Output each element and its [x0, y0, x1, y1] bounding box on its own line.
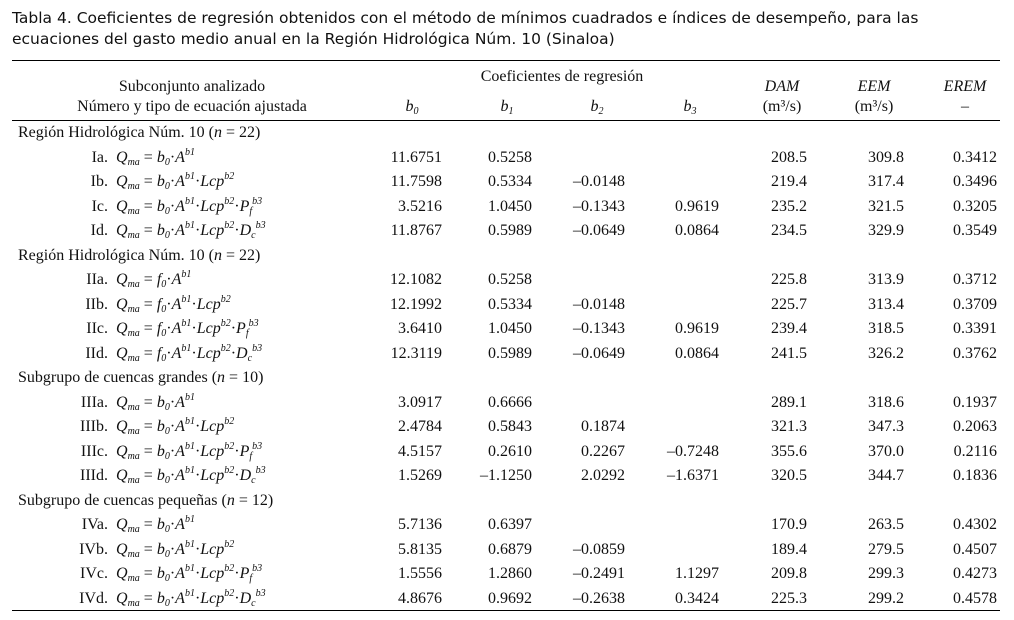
- equation-cell: [116, 295, 231, 315]
- cell-b2: –0.0148: [573, 173, 625, 190]
- coef-symbol: f: [156, 320, 162, 337]
- cell-b3: –1.6371: [667, 467, 719, 484]
- cell-b1: 1.2860: [488, 565, 532, 582]
- cell-b2: –0.0859: [573, 540, 625, 558]
- equation-cell: [116, 564, 262, 584]
- equation: $Q_{ma} = b_0\cdot A^{b1}\cdot Lcp^{b2}$: [116, 416, 235, 437]
- cell-erem: 0.3205: [953, 197, 997, 215]
- coef-symbol: b: [156, 589, 165, 607]
- cell-b0: 11.8767: [390, 222, 442, 239]
- cell-b2: –0.0649: [573, 344, 625, 362]
- cell-b2: –0.0148: [573, 295, 625, 313]
- equation-cell: [116, 221, 266, 241]
- coef-symbol: b: [156, 467, 165, 484]
- equation: $Q_{ma} = f_0\cdot A^{b1}\cdot Lcp^{b2}$: [116, 293, 231, 315]
- table-row: [12, 540, 1000, 560]
- header-b0: $b_0$: [405, 98, 419, 117]
- cell-erem: 0.3549: [953, 222, 997, 239]
- cell-b3: –0.7248: [667, 442, 719, 460]
- cell-b0: 4.8676: [398, 589, 442, 607]
- cell-erem: 0.3412: [953, 148, 997, 166]
- cell-b2: –0.2638: [573, 589, 625, 607]
- cell-b2: –0.0649: [573, 222, 625, 239]
- row-id: IIc.: [86, 320, 108, 337]
- header-dam: DAM: [764, 78, 800, 95]
- cell-b0: 3.6410: [398, 320, 442, 337]
- cell-eem: 299.3: [868, 565, 904, 582]
- cell-b3: 0.3424: [675, 589, 719, 607]
- coef-symbol: b: [156, 173, 165, 190]
- cell-b1: 0.9692: [488, 589, 532, 607]
- equation: $Q_{ma} = f_0\cdot A^{b1}\cdot Lcp^{b2}\cdot D_c^{b3}$: [116, 342, 263, 364]
- cell-dam: 321.3: [771, 418, 807, 435]
- cell-dam: 234.5: [771, 222, 807, 239]
- row-id: Id.: [90, 222, 108, 239]
- equation-cell: [116, 197, 262, 217]
- cell-erem: 0.1937: [953, 393, 997, 411]
- cell-erem: 0.3762: [953, 344, 997, 362]
- coef-symbol: b: [156, 222, 165, 239]
- cell-erem: 0.3391: [953, 320, 997, 337]
- coef-symbol: b: [156, 540, 165, 558]
- cell-erem: 0.4273: [953, 565, 997, 582]
- cell-dam: 239.4: [771, 320, 807, 337]
- row-id: Ib.: [90, 173, 108, 190]
- header-b3: $b_3$: [683, 98, 697, 117]
- cell-b3: 0.0864: [675, 222, 719, 239]
- cell-eem: 370.0: [868, 442, 904, 460]
- cell-b0: 5.8135: [398, 540, 442, 558]
- cell-dam: 225.3: [771, 589, 807, 607]
- cell-b1: 0.5258: [488, 148, 532, 166]
- equation: $Q_{ma} = b_0\cdot A^{b1}\cdot Lcp^{b2}\cdot D_c^{b3}$: [116, 465, 266, 486]
- cell-b2: 0.1874: [581, 418, 625, 435]
- row-id: IIIc.: [80, 442, 108, 460]
- cell-b1: –1.1250: [480, 467, 532, 484]
- equation: $Q_{ma} = b_0\cdot A^{b1}\cdot Lcp^{b2}\cdot D_c^{b3}$: [116, 220, 266, 241]
- row-id: Ic.: [91, 197, 108, 215]
- cell-b1: 0.6879: [488, 540, 532, 558]
- cell-erem: 0.2116: [953, 442, 997, 460]
- section-title: Subgrupo de cuencas pequeñas (n = 12): [18, 491, 274, 509]
- cell-b1: 0.5334: [488, 173, 532, 190]
- cell-b0: 11.6751: [390, 148, 442, 166]
- header-b2: $b_2$: [590, 98, 604, 117]
- coef-symbol: f: [156, 295, 162, 313]
- equation-cell: [116, 515, 195, 535]
- equation-cell: [116, 466, 266, 486]
- equation: $Q_{ma} = b_0\cdot A^{b1}\cdot Lcp^{b2}$: [116, 538, 235, 560]
- cell-b0: 12.3119: [390, 344, 442, 362]
- cell-dam: 241.5: [771, 344, 807, 362]
- equation: $Q_{ma} = b_0\cdot A^{b1}\cdot Lcp^{b2}$: [116, 171, 235, 192]
- cell-eem: 313.9: [868, 271, 904, 288]
- cell-b1: 0.5989: [488, 222, 532, 239]
- equation-cell: [116, 319, 259, 339]
- cell-b3: 0.0864: [675, 344, 719, 362]
- cell-dam: 219.4: [771, 173, 807, 190]
- equation: $Q_{ma} = f_0\cdot A^{b1}\cdot Lcp^{b2}\cdot P_f^{b3}$: [116, 318, 259, 339]
- cell-b1: 0.2610: [488, 442, 532, 460]
- cell-b1: 0.5843: [488, 418, 532, 435]
- top-rule: [12, 60, 1000, 61]
- header-b1: $b_1$: [500, 98, 514, 117]
- cell-b0: 12.1082: [390, 271, 442, 288]
- cell-eem: 318.5: [868, 320, 904, 337]
- coef-symbol: b: [156, 393, 165, 411]
- section-title: Subgrupo de cuencas grandes (n = 10): [18, 369, 264, 386]
- cell-b1: 1.0450: [488, 320, 532, 337]
- table-row: [12, 295, 1000, 315]
- header-coef-group: Coeficientes de regresión: [480, 68, 644, 85]
- cell-eem: 313.4: [868, 295, 904, 313]
- cell-eem: 309.8: [868, 148, 904, 166]
- cell-eem: 279.5: [868, 540, 904, 558]
- section-title: Región Hidrológica Núm. 10 (n = 22): [18, 124, 261, 141]
- cell-b2: 0.2267: [581, 442, 625, 460]
- row-id: IVc.: [80, 565, 108, 582]
- equation-cell: [116, 540, 234, 560]
- header-eem: EEM: [857, 78, 891, 95]
- equation-cell: [116, 589, 266, 609]
- table-row: [12, 393, 1000, 413]
- cell-dam: 320.5: [771, 467, 807, 484]
- cell-b1: 0.5334: [488, 295, 532, 313]
- equation: $Q_{ma} = f_0\cdot A^{b1}$: [116, 269, 192, 290]
- equation-cell: [116, 148, 195, 168]
- cell-erem: 0.4302: [953, 516, 997, 533]
- cell-erem: 0.4578: [953, 589, 997, 607]
- cell-dam: 225.8: [771, 271, 807, 288]
- equation-cell: [116, 270, 191, 290]
- cell-eem: 347.3: [868, 418, 904, 435]
- equation: $Q_{ma} = b_0\cdot A^{b1}\cdot Lcp^{b2}\cdot P_f^{b3}$: [116, 195, 263, 217]
- cell-erem: 0.1836: [953, 467, 997, 484]
- coef-symbol: b: [156, 442, 165, 460]
- cell-b0: 5.7136: [398, 516, 442, 533]
- row-id: IIb.: [85, 295, 108, 313]
- table-row: [12, 172, 1000, 192]
- row-id: IVb.: [79, 540, 108, 558]
- cell-eem: 317.4: [868, 173, 904, 190]
- cell-b3: 0.9619: [675, 320, 719, 337]
- cell-b0: 11.7598: [390, 173, 442, 190]
- table-row: [12, 589, 1000, 609]
- header-dam-unit: (m³/s): [762, 98, 802, 115]
- cell-b0: 12.1992: [390, 295, 442, 313]
- cell-b0: 1.5556: [398, 565, 442, 582]
- header-erem: EREM: [943, 78, 987, 95]
- coef-symbol: b: [156, 148, 165, 166]
- header-subset-line2: Número y tipo de ecuación ajustada: [77, 98, 307, 115]
- cell-dam: 209.8: [771, 565, 807, 582]
- cell-b1: 0.6666: [488, 393, 532, 411]
- row-id: IIIa.: [80, 393, 108, 411]
- cell-erem: 0.3496: [953, 173, 997, 190]
- caption-text: Coeficientes de regresión obtenidos con el método de mínimos cuadrados e índices de desempeño, para las ecuaciones del gasto medio anual en la Región Hidrológica Núm. 10 (Sinaloa): [12, 9, 919, 48]
- cell-erem: 0.3709: [953, 295, 997, 313]
- cell-b0: 1.5269: [398, 467, 442, 484]
- table-row: [12, 417, 1000, 437]
- cell-dam: 170.9: [771, 516, 807, 533]
- cell-dam: 235.2: [771, 197, 807, 215]
- cell-b0: 2.4784: [398, 418, 442, 435]
- equation: $Q_{ma} = b_0\cdot A^{b1}$: [116, 146, 195, 168]
- row-id: IIIb.: [80, 418, 108, 435]
- cell-b0: 3.5216: [398, 197, 442, 215]
- row-id: Ia.: [91, 148, 108, 166]
- equation: $Q_{ma} = b_0\cdot A^{b1}\cdot Lcp^{b2}\cdot P_f^{b3}$: [116, 440, 263, 462]
- equation-cell: [116, 393, 195, 413]
- cell-eem: 299.2: [868, 589, 904, 607]
- section-title: Región Hidrológica Núm. 10 (n = 22): [18, 246, 261, 264]
- cell-b2: –0.1343: [573, 320, 625, 337]
- cell-dam: 355.6: [771, 442, 807, 460]
- row-id: IIa.: [86, 271, 108, 288]
- table-row: [12, 148, 1000, 168]
- row-id: IVa.: [81, 516, 108, 533]
- coef-symbol: b: [156, 418, 165, 435]
- cell-eem: 329.9: [868, 222, 904, 239]
- table-row: [12, 442, 1000, 462]
- cell-erem: 0.4507: [953, 540, 997, 558]
- table-row: [12, 270, 1000, 290]
- cell-dam: 289.1: [771, 393, 807, 411]
- cell-dam: 225.7: [771, 295, 807, 313]
- row-id: IId.: [85, 344, 108, 362]
- equation-cell: [116, 172, 234, 192]
- cell-erem: 0.2063: [953, 418, 997, 435]
- coef-symbol: b: [156, 197, 165, 215]
- cell-b1: 0.5989: [488, 344, 532, 362]
- cell-b3: 1.1297: [675, 565, 719, 582]
- coef-symbol: b: [156, 565, 165, 582]
- equation: $Q_{ma} = b_0\cdot A^{b1}$: [116, 514, 195, 535]
- table-row: [12, 466, 1000, 486]
- cell-b0: 3.0917: [398, 393, 442, 411]
- equation-cell: [116, 344, 262, 364]
- header-rule: [12, 120, 1000, 121]
- table-row: [12, 197, 1000, 217]
- cell-eem: 318.6: [868, 393, 904, 411]
- cell-b1: 1.0450: [488, 197, 532, 215]
- coef-symbol: f: [156, 344, 162, 362]
- cell-b1: 0.6397: [488, 516, 532, 533]
- cell-dam: 208.5: [771, 148, 807, 166]
- cell-b0: 4.5157: [398, 442, 442, 460]
- bottom-rule: [12, 610, 1000, 611]
- cell-erem: 0.3712: [953, 271, 997, 288]
- cell-b2: –0.2491: [573, 565, 625, 582]
- cell-eem: 263.5: [868, 516, 904, 533]
- row-id: IIId.: [80, 467, 108, 484]
- table-row: [12, 515, 1000, 535]
- coef-symbol: b: [156, 516, 165, 533]
- cell-eem: 344.7: [868, 467, 904, 484]
- table-row: [12, 564, 1000, 584]
- table-row: [12, 319, 1000, 339]
- header-erem-unit: –: [961, 98, 969, 115]
- equation: $Q_{ma} = b_0\cdot A^{b1}\cdot Lcp^{b2}\cdot P_f^{b3}$: [116, 563, 263, 584]
- table-row: [12, 221, 1000, 241]
- table-caption: [12, 8, 1002, 50]
- coef-symbol: f: [156, 271, 162, 288]
- equation-cell: [116, 417, 234, 437]
- cell-b3: 0.9619: [675, 197, 719, 215]
- caption-prefix: Tabla 4.: [12, 9, 72, 27]
- cell-b1: 0.5258: [488, 271, 532, 288]
- table-row: [12, 344, 1000, 364]
- cell-eem: 326.2: [868, 344, 904, 362]
- row-id: IVd.: [79, 589, 108, 607]
- cell-eem: 321.5: [868, 197, 904, 215]
- equation: $Q_{ma} = b_0\cdot A^{b1}$: [116, 391, 195, 413]
- equation: $Q_{ma} = b_0\cdot A^{b1}\cdot Lcp^{b2}\cdot D_c^{b3}$: [116, 587, 266, 609]
- header-subset-line1: Subconjunto analizado: [118, 78, 266, 95]
- cell-dam: 189.4: [771, 540, 807, 558]
- cell-b2: 2.0292: [581, 467, 625, 484]
- cell-b2: –0.1343: [573, 197, 625, 215]
- header-eem-unit: (m³/s): [854, 98, 894, 115]
- equation-cell: [116, 442, 262, 462]
